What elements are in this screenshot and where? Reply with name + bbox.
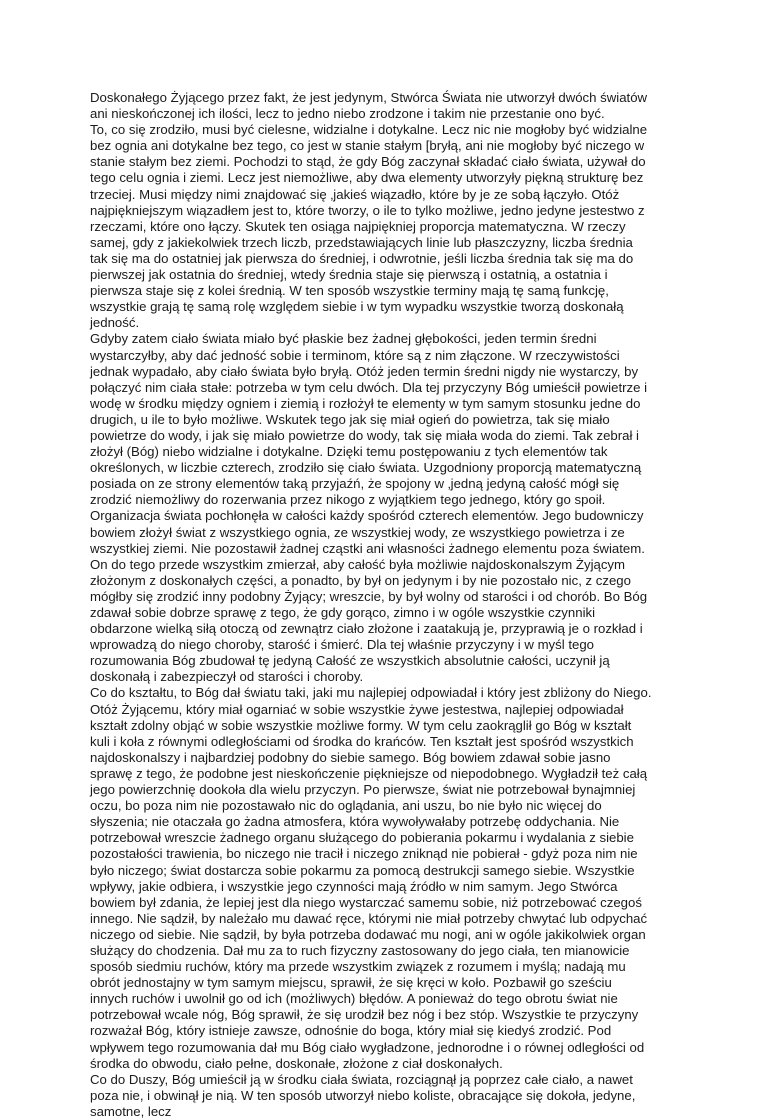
paragraph-shape: Co do kształtu, to Bóg dał światu taki, jaki mu najlepiej odpowiadał i który jest zbliżony do Niego. Otóż Żyjącemu, który miał ogarniać w sobie wszystkie żywe jestestwa, najlepiej odpowiadał kształt zdolny objąć w sobie wszystkie możliwe formy. W tym celu zaokrąglił go Bóg w kształt kuli i koła z równymi odległościami od środka do krańców. Ten kształt jest spośród wszystkich najdoskonalszy i najbardziej podobny do siebie samego. Bóg bowiem zdawał sobie jasno sprawę z tego, że podobne jest nieskończenie piękniejsze od niepodobnego. Wygładził też całą jego powierzchnię dookoła dla wielu przyczyn. Po pierwsze, świat nie potrzebował bynajmniej oczu, bo poza nim nie pozostawało nic do oglądania, ani uszu, bo nie było nic więcej do słyszenia; nie otaczała go żadna atmosfera, która wywoływałaby potrzebę oddychania. Nie potrzebował wreszcie żadnego organu służącego do pobierania pokarmu i wydalania z siebie pozostałości trawienia, bo niczego nie tracił i niczego zniknąd nie pobierał - gdyż poza nim nie było niczego; świat dostarcza sobie pokarmu za pomocą destrukcji samego siebie. Wszystkie wpływy, jakie odbiera, i wszystkie jego czynności mają źródło w nim samym. Jego Stwórca bowiem był zdania, że lepiej jest dla niego wystarczać samemu sobie, niż potrzebować czegoś innego. Nie sądził, by należało mu dawać ręce, którymi nie miał potrzeby chwytać lub odpychać niczego od siebie. Nie sądził, by była potrzeba dodawać mu nogi, ani w ogóle jakikolwiek organ służący do chodzenia. Dał mu za to ruch fizyczny zastosowany do jego ciała, ten mianowicie sposób siedmiu ruchów, który ma przede wszystkim związek z rozumem i myślą; nadają mu obrót jednostajny w tym samym miejscu, sprawił, że się kręci w koło. Pozbawił go sześciu innych ruchów i uwolnił go od ich (możliwych) błędów. A ponieważ do tego obrotu świat nie potrzebował wcale nóg, Bóg sprawił, że się urodził bez nóg i bez stóp. Wszystkie te przyczyny rozważał Bóg, który istnieje zawsze, odnośnie do boga, który miał się kiedyś zrodzić. Pod wpływem tego rozumowania dał mu Bóg ciało wygładzone, jednorodne i o równej odległości od środka do obwodu, ciało pełne, doskonałe, złożone z ciał doskonałych. xyxy=(90,685,652,1071)
paragraph-intro: Doskonałego Żyjącego przez fakt, że jest jedynym, Stwórca Świata nie utworzył dwóch światów ani nieskończonej ich ilości, lecz to jedno niebo zrodzone i takim nie przestanie ono być. xyxy=(90,90,648,122)
paragraph-soul: Co do Duszy, Bóg umieścił ją w środku ciała świata, rozciągnął ją poprzez całe ciało, a nawet poza nie, i obwinął je nią. W ten sposób utworzył niebo koliste, obracające się dokoła, jedyne, samotne, lecz xyxy=(90,1071,636,1119)
paragraph-organization: Organizacja świata pochłonęła w całości każdy spośród czterech elementów. Jego budowniczy bowiem złożył świat z wszystkiego ognia, ze wszystkiej wody, ze wszystkiego powietrza i ze wszystkiej ziemi. Nie pozostawił żadnej cząstki ani własności żadnego elementu poza światem. On do tego przede wszystkim zmierzał, aby całość była możliwie najdoskonalszym Żyjącym złożonym z doskonałych części, a ponadto, by był on jedynym i by nie pozostało nic, z czego mógłby się zrodzić inny podobny Żyjący; wreszcie, by był wolny od starości i od chorób. Bo Bóg zdawał sobie dobrze sprawę z tego, że gdy gorąco, zimno i w ogóle wszystkie czynniki obdarzone wielką siłą otoczą od zewnątrz ciało złożone i zaatakują je, przyprawią je o rozkład i wprowadzą do niego choroby, starość i śmierć. Dla tej właśnie przyczyny i w myśl tego rozumowania Bóg zbudował tę jedyną Całość ze wszystkich absolutnie całości, uczynił ją doskonałą i zabezpieczył od starości i choroby. xyxy=(90,508,648,685)
paragraph-proportion: To, co się zrodziło, musi być cielesne, widzialne i dotykalne. Lecz nic nie mogłoby być widzialne bez ognia ani dotykalne bez tego, co jest w stanie stałym [bryłą, ani nie mogłoby być niczego w stanie stałym bez ziemi. Pochodzi to stąd, że gdy Bóg zaczynał składać ciało świata, używał do tego celu ognia i ziemi. Lecz jest niemożliwe, aby dwa elementy utworzyły piękną strukturę bez trzeciej. Musi między nimi znajdować się ‚jakieś wiązadło, które by je ze sobą łączyło. Otóż najpiękniejszym wiązadłem jest to, które tworzy, o ile to tylko możliwe, jedno jedyne jestestwo z rzeczami, które ono łączy. Skutek ten osiąga najpiękniej proporcja matematyczna. W rzeczy samej, gdy z jakiekolwiek trzech liczb, przedstawiających linie lub płaszczyzny, liczba średnia tak się ma do ostatniej jak pierwsza do średniej, i odwrotnie, jeśli liczba średnia tak się ma do pierwszej jak ostatnia do średniej, wtedy średnia staje się pierwszą i ostatnią, a ostatnia i pierwsza staje się z kolei średnią. W ten sposób wszystkie terminy mają tę samą funkcję, wszystkie grają tę samą rolę względem siebie i w tym wypadku wszystkie tworzą doskonałą jedność. xyxy=(90,122,648,331)
paragraph-elements: Gdyby zatem ciało świata miało być płaskie bez żadnej głębokości, jeden termin średni wystarczyłby, aby dać jedność sobie i terminom, które są z nim złączone. W rzeczywistości jednak wypadało, aby ciało świata było bryłą. Otóż jeden termin średni nigdy nie wystarczy, by połączyć nim ciała stałe: potrzeba w tym celu dwóch. Dla tej przyczyny Bóg umieścił powietrze i wodę w środku między ogniem i ziemią i rozłożył te elementy w tym samym stosunku jedne do drugich, u ile to było możliwe. Wskutek tego jak się miał ogień do powietrza, tak się miało powietrze do wody, i jak się miało powietrze do wody, tak się miała woda do ziemi. Tak zebrał i złożył (Bóg) niebo widzialne i dotykalne. Dzięki temu postępowaniu z tych elementów tak określonych, w liczbie czterech, zrodziło się ciało świata. Uzgodniony proporcją matematyczną posiada on ze strony elementów taką przyjaźń, że spojony w ‚jedną jedyną całość mógł się zrodzić niemożliwy do rozerwania przez nikogo z wyjątkiem tego jednego, który go spoił. xyxy=(90,331,648,508)
